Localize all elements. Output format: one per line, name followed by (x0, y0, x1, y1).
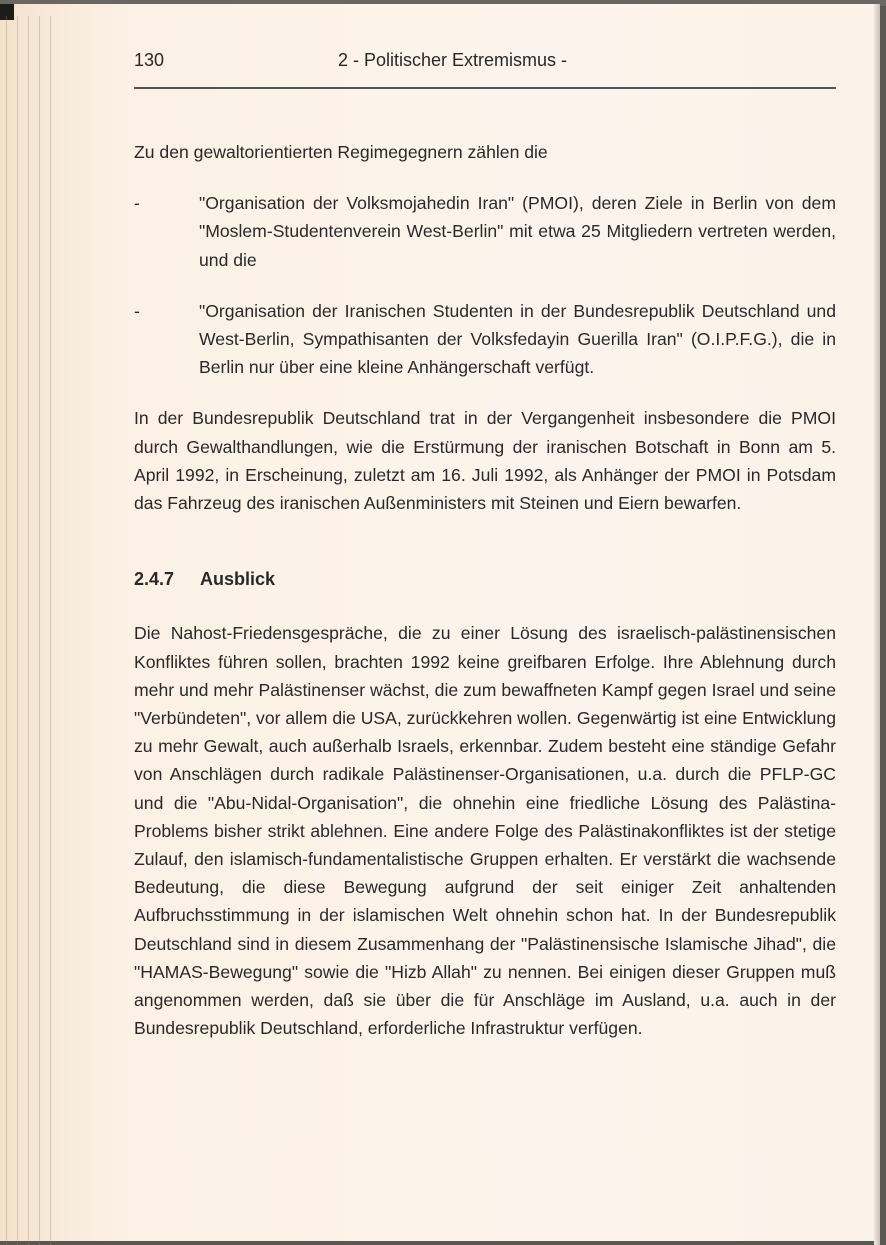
paragraph-ausblick: Die Nahost-Friedensgespräche, die zu einer Lösung des israelisch-palästinensischen Konfliktes führen sollen, brachten 1992 keine greifbaren Erfolge. Ihre Ablehnung durch mehr und mehr Palästinenser wächst, die zum bewaffneten Kampf gegen Israel und seine "Verbündeten", vor allem die USA, zurückkehren wollen. Gegenwärtig ist eine Entwicklung zu mehr Gewalt, auch außerhalb Israels, erkennbar. Zudem besteht eine ständige Gefahr von Anschlägen durch radikale Palästinenser-Organisationen, u.a. durch die PFLP-GC und die "Abu-Nidal-Organisation", die ohnehin eine friedliche Lösung des Palästina-Problems bisher strikt ablehnen. Eine andere Folge des Palästinakonfliktes ist der stetige Zulauf, den islamisch-fundamentalistische Gruppen erhalten. Er verstärkt die wachsende Bedeutung, die diese Bewegung aufgrund der seit einiger Zeit anhaltenden Aufbruchsstimmung in der islamischen Welt ohnehin schon hat. In der Bundesrepublik Deutschland sind in diesem Zusammenhang der "Palästinensische Islamische Jihad", die "HAMAS-Bewegung" sowie die "Hizb Allah" zu nennen. Bei einigen dieser Gruppen muß angenommen werden, daß sie über die für Anschläge im Ausland, u.a. auch in der Bundesrepublik Deutschland, erforderliche Infrastruktur verfügen. (134, 623, 836, 1039)
running-title: 2 - Politischer Extremismus - (338, 50, 568, 70)
dash-bullet: - (134, 193, 140, 214)
list-item-text: "Organisation der Volksmojahedin Iran" (PMOI), deren Ziele in Berlin von dem "Moslem-Studentenverein West-Berlin" mit etwa 25 Mitgliedern vertreten werden, und die (199, 193, 836, 270)
page-right-edge (874, 4, 880, 1245)
dash-bullet: - (134, 300, 140, 321)
page-header (134, 50, 836, 90)
section-heading (134, 565, 836, 593)
page-stack-edges (0, 16, 60, 1245)
list-item (134, 297, 836, 382)
header-rule (134, 87, 836, 89)
list-item (134, 189, 836, 274)
intro-sentence: Zu den gewaltorientierten Regimegegnern zählen die (134, 142, 548, 162)
page-body (134, 138, 836, 1042)
page-number: 130 (134, 50, 165, 70)
section-number: 2.4.7 (134, 569, 175, 590)
paragraph-pmoi: In der Bundesrepublik Deutschland trat in der Vergangenheit insbesondere die PMOI durch Gewalthandlungen, wie die Erstürmung der iranischen Botschaft in Bonn am 5. April 1992, in Erscheinung, zuletzt am 16. Juli 1992, als Anhänger der PMOI in Potsdam das Fahrzeug des iranischen Außenministers mit Steinen und Eiern bewarfen. (134, 408, 836, 514)
section-title: Ausblick (200, 569, 276, 590)
list-item-text: "Organisation der Iranischen Studenten in der Bundesrepublik Deutschland und West-Berlin, Sympathisanten der Volksfedayin Guerilla Iran" (O.I.P.F.G.), die in Berlin nur über eine kleine Anhängerschaft verfügt. (199, 300, 836, 378)
